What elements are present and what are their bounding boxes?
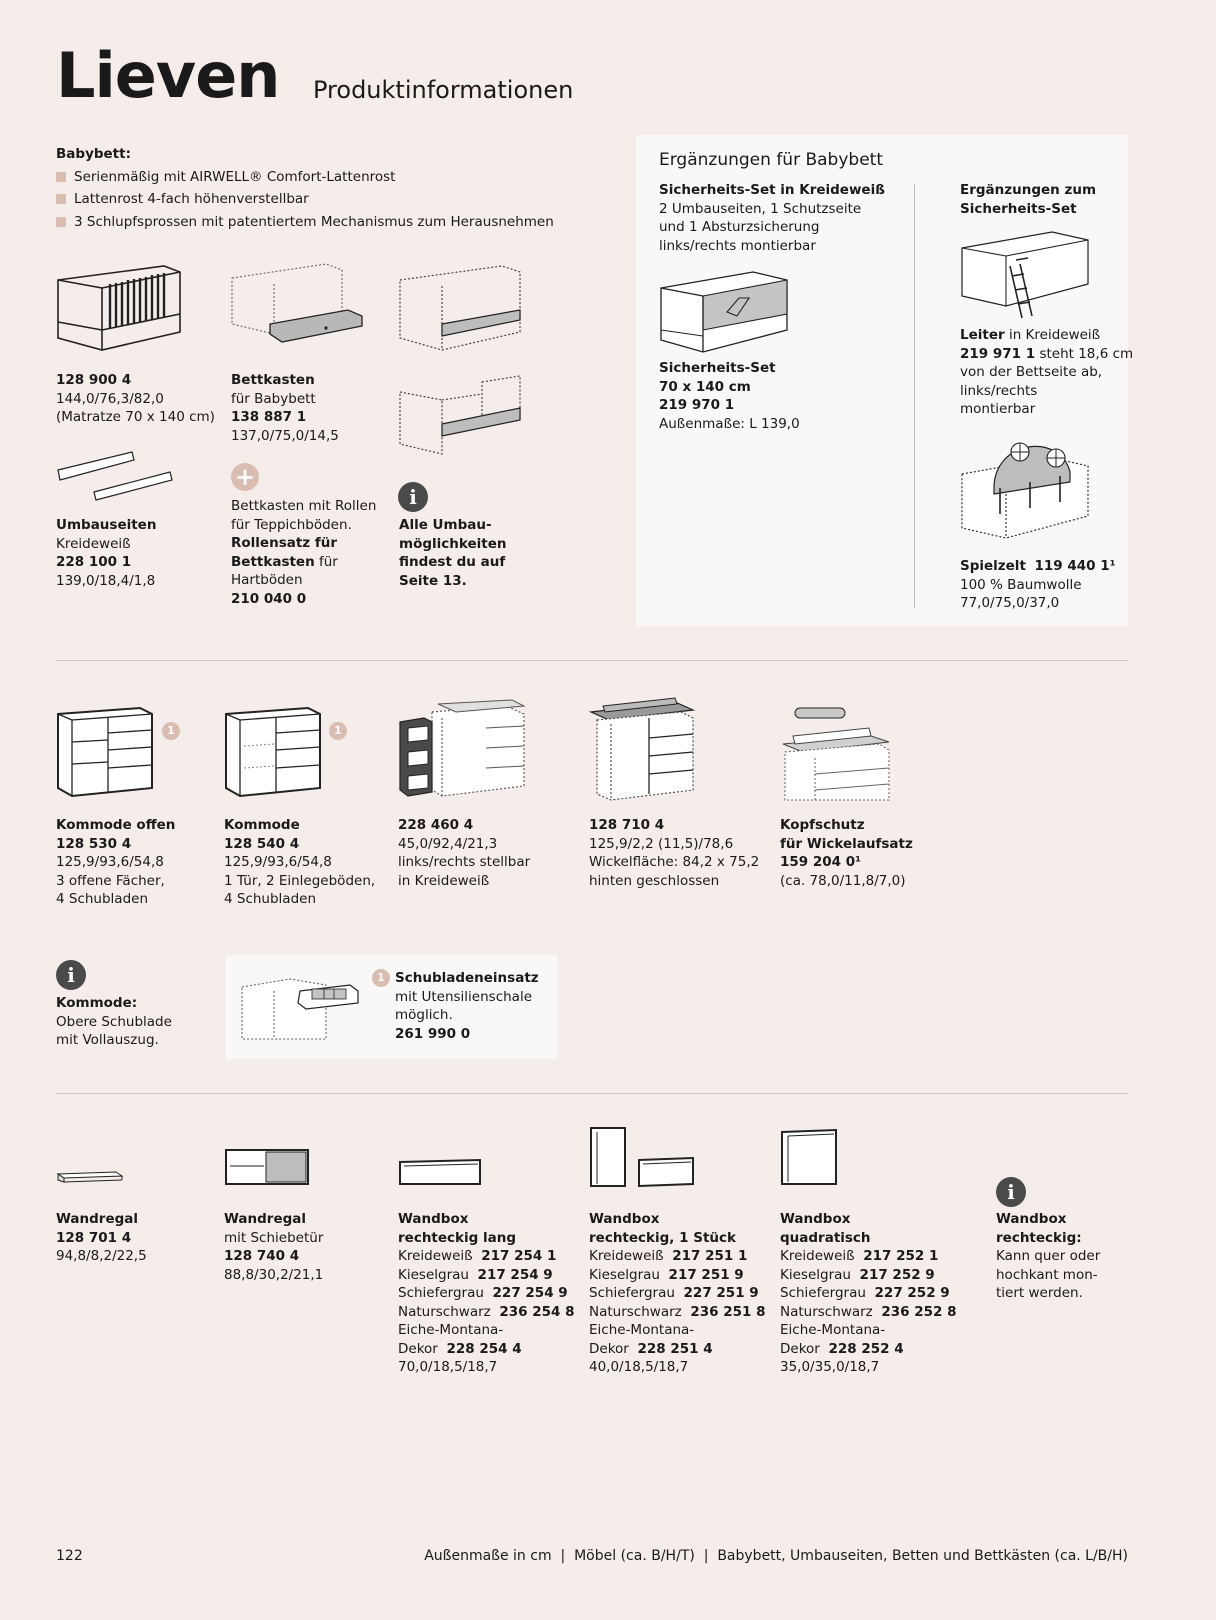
footnote-badge: 1 xyxy=(372,969,390,987)
schubladeneinsatz-illustration xyxy=(240,975,360,1039)
kommode-illustration xyxy=(224,706,322,798)
wandbox-info-text: Wandbox rechteckig: Kann quer oder hochkant mon- tiert werden. xyxy=(996,1211,1101,1301)
kopfschutz-text: Kopfschutz für Wickelaufsatz 159 204 0¹ (ca. 78,0/11,8/7,0) xyxy=(780,817,913,889)
page-subtitle: Produktinformationen xyxy=(313,76,574,104)
product-title: Umbauseiten xyxy=(56,517,157,533)
regal-text: 228 460 4 45,0/92,4/21,3 links/rechts stellbar in Kreideweiß xyxy=(398,817,531,889)
kommode-offen-illustration xyxy=(56,706,154,798)
spielzelt-text: Spielzelt 119 440 1¹ 100 % Baumwolle 77,0/75,0/37,0 xyxy=(960,558,1116,611)
product-dims: 144,0/76,3/82,0 xyxy=(56,390,164,407)
regal-illustration xyxy=(398,700,528,800)
junior-bed-illustration xyxy=(398,262,523,358)
bullet-square xyxy=(56,194,66,204)
sicherheits-set-product: Sicherheits-Set 70 x 140 cm 219 970 1 Außenmaße: L 139,0 xyxy=(659,360,800,432)
wandbox-lang-illustration xyxy=(398,1156,482,1186)
bullet-item: Serienmäßig mit AIRWELL® Comfort-Lattenrost xyxy=(56,168,554,187)
product-dims: 139,0/18,4/1,8 xyxy=(56,572,156,589)
bullet-square xyxy=(56,172,66,182)
product-title: Bettkasten xyxy=(231,372,315,388)
kommode-offen-text: Kommode offen 128 530 4 125,9/93,6/54,8 3 offene Fächer, 4 Schubladen xyxy=(56,817,176,907)
footnote-badge: 1 xyxy=(162,722,180,740)
info-icon: i xyxy=(398,482,428,512)
ergaenzungen-title: Ergänzungen für Babybett xyxy=(659,150,883,170)
ergaenzungen-zum-heading: Ergänzungen zum Sicherheits-Set xyxy=(960,182,1097,217)
bullet-item: 3 Schlupfsprossen mit patentiertem Mechanismus zum Herausnehmen xyxy=(56,213,554,232)
product-code: 128 900 4 xyxy=(56,372,132,388)
product-dims: 137,0/75,0/14,5 xyxy=(231,427,339,444)
wandregal-schiebetuer-illustration xyxy=(224,1148,310,1186)
product-code: 228 100 1 xyxy=(56,554,132,570)
wandbox-stueck-illustration xyxy=(589,1126,695,1188)
footnote-badge: 1 xyxy=(329,722,347,740)
umbauseiten-illustration xyxy=(56,450,176,502)
wandbox-quadratisch-text: Wandbox quadratisch Kreideweiß 217 252 1 Kieselgrau 217 252 9 Schiefergrau 227 252 9 Naturschwarz 236 252 8 Eiche-Montana- Dekor 228 252 4 35,0/35,0/18,7 xyxy=(780,1211,957,1375)
page-title: Lieven xyxy=(56,39,280,112)
spielzelt-illustration xyxy=(960,432,1090,542)
kommode-info-text: Kommode: Obere Schublade mit Vollauszug. xyxy=(56,995,172,1048)
leiter-illustration xyxy=(960,230,1090,318)
product-note: (Matratze 70 x 140 cm) xyxy=(56,409,215,425)
bullet-item: Lattenrost 4-fach höhenverstellbar xyxy=(56,190,554,209)
wandbox-lang-text: Wandbox rechteckig lang Kreideweiß 217 254 1 Kieselgrau 217 254 9 Schiefergrau 227 254 9 Naturschwarz 236 254 8 Eiche-Montana- Dekor 228 254 4 70,0/18,5/18,7 xyxy=(398,1211,575,1375)
umbauseiten-text xyxy=(56,516,156,590)
section-divider xyxy=(56,1093,1128,1094)
info-icon: i xyxy=(56,960,86,990)
info-icon: i xyxy=(996,1177,1026,1207)
sicherheits-set-illustration xyxy=(659,268,789,354)
schubladeneinsatz-text: Schubladeneinsatz mit Utensilienschale möglich. 261 990 0 xyxy=(395,970,539,1042)
plus-icon: + xyxy=(231,463,259,491)
product-code: 138 887 1 xyxy=(231,409,307,425)
kopfschutz-illustration xyxy=(779,706,891,800)
leiter-text: Leiter in Kreideweiß 219 971 1 steht 18,6 cm von der Bettseite ab, links/rechts montierbar xyxy=(960,327,1134,417)
wandregal-illustration xyxy=(56,1170,124,1184)
page-number: 122 xyxy=(56,1548,83,1564)
product-sub: für Babybett xyxy=(231,390,316,407)
sicherheits-set-text: Sicherheits-Set in Kreideweiß 2 Umbauseiten, 1 Schutzseite und 1 Absturzsicherung links/rechts montierbar xyxy=(659,182,885,254)
bullet-square xyxy=(56,217,66,227)
umbau-info-text: Alle Umbau- möglichkeiten findest du auf Seite 13. xyxy=(399,517,507,589)
wickel-text: 128 710 4 125,9/2,2 (11,5)/78,6 Wickelfläche: 84,2 x 75,2 hinten geschlossen xyxy=(589,817,760,889)
panel-divider xyxy=(914,184,915,608)
product-code: 210 040 0 xyxy=(231,590,307,607)
bettkasten-illustration xyxy=(230,262,365,352)
wandbox-quadratisch-illustration xyxy=(780,1128,838,1186)
section-divider xyxy=(56,660,1128,661)
kommode-text: Kommode 128 540 4 125,9/93,6/54,8 1 Tür, 2 Einlegeböden, 4 Schubladen xyxy=(224,817,376,907)
rollen-text: Bettkasten mit Rollen für Teppichböden. Rollensatz für Bettkasten für Hartböden 210 040 0 xyxy=(231,498,377,607)
wandbox-stueck-text: Wandbox rechteckig, 1 Stück Kreideweiß 217 251 1 Kieselgrau 217 251 9 Schiefergrau 227 251 9 Naturschwarz 236 251 8 Eiche-Montana- Dekor 228 251 4 40,0/18,5/18,7 xyxy=(589,1211,766,1375)
bettkasten-text xyxy=(231,371,339,445)
wandregal-text: Wandregal 128 701 4 94,8/8,2/22,5 xyxy=(56,1211,147,1264)
product-color: Kreideweiß xyxy=(56,535,131,552)
wandregal-tuer-text: Wandregal mit Schiebetür 128 740 4 88,8/30,2/21,1 xyxy=(224,1211,324,1283)
bed-product-text xyxy=(56,371,215,427)
crib-illustration xyxy=(56,262,181,358)
bed-illustration xyxy=(398,372,523,456)
babybett-heading: Babybett: xyxy=(56,146,131,162)
wickelaufsatz-illustration xyxy=(589,698,695,800)
babybett-section xyxy=(56,145,554,231)
footer-note: Außenmaße in cm | Möbel (ca. B/H/T) | Babybett, Umbauseiten, Betten und Bettkästen (ca. L/B/H) xyxy=(424,1548,1128,1564)
